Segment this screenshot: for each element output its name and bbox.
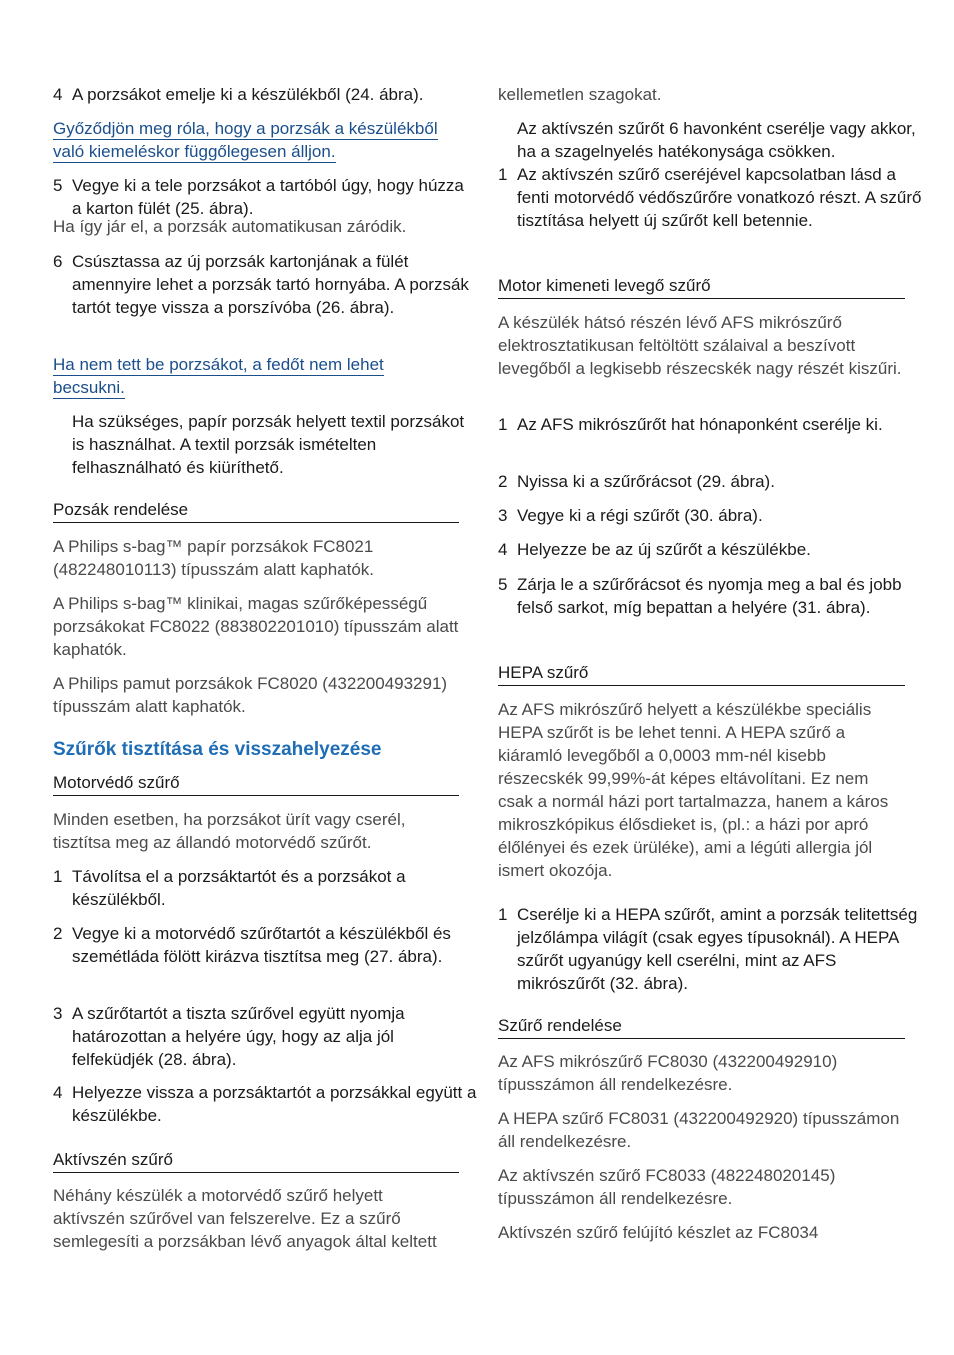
heading-exhaust-filter: Motor kimeneti levegő szűrő [498,275,905,299]
step-number: 3 [53,1004,63,1023]
hepa-intro: Az AFS mikrószűrő helyett a készülékbe speciális HEPA szűrőt is be lehet tenni. A HEPA szűrő a kiáramló levegőből a 0,0003 mm-nél kisebb részecskék 99,99%-át képes eltávolítani. Ez nem csak a normál házi port tartalmazza, hanem a káros mikroszkópikus élősdieket is, (pl.: a házi por apró élőlényei és ezek ürüléke), ami a légúti allergia jól ismert okozója. [498,700,889,880]
step-number: 5 [53,176,63,195]
step-text: A szűrőtartót a tiszta szűrővel együtt nyomja határozottan a helyére úgy, hogy az alja jól felfeküdjék (28. ábra). [72,1004,405,1069]
heading-motor-filter: Motorvédő szűrő [53,772,459,796]
exhaust-step-2 [498,470,924,493]
heading-active-carbon: Aktívszén szűrő [53,1149,459,1173]
step-text: Vegye ki a motorvédő szűrőtartót a készülékből és szemétláda fölött kirázva tisztítsa meg (27. ábra). [72,924,451,966]
exhaust-step-5 [498,573,924,619]
motor-intro: Minden esetben, ha porzsákot ürít vagy cserél, tisztítsa meg az állandó motorvédő szűrőt. [53,810,406,852]
step-number: 1 [53,867,63,886]
exhaust-step-4 [498,538,924,561]
motor-step-1 [53,865,478,911]
step-number: 1 [498,415,508,434]
tip-textile-bag: Ha szükséges, papír porzsák helyett textil porzsákot is használhat. A textil porzsák ismételten felhasználható és kiüríthető. [72,412,465,477]
step-4-remove-bag [53,83,478,106]
step-text: Vegye ki a tele porzsákot a tartóból úgy, hogy húzza a karton fülét (25. ábra). [72,176,464,218]
step-6-insert-bag [53,250,478,319]
heading-filter-order: Szűrő rendelése [498,1015,905,1039]
note-line-2: való kiemeléskor függőlegesen álljon. [53,142,336,161]
step-text: A porzsákot emelje ki a készülékből (24. ábra). [72,85,424,104]
step-number: 1 [498,165,508,184]
order-paragraph-3: A Philips pamut porzsákok FC8020 (432200493291) típusszám alatt kaphatók. [53,674,448,716]
filter-order-paragraph-3: Az aktívszén szűrő FC8033 (482248020145) típusszámon áll rendelkezésre. [498,1166,836,1208]
exhaust-step-1 [498,413,924,436]
filter-order-paragraph-1: Az AFS mikrószűrő FC8030 (432200492910) típusszámon áll rendelkezésre. [498,1052,838,1094]
heading-hepa-filter: HEPA szűrő [498,662,905,686]
step-text: Az aktívszén szűrő cseréjével kapcsolatban lásd a fenti motorvédő védőszűrőre vonatkozó részt. A szűrő tisztítása helyett új szűrőt kell betennie. [517,165,922,230]
step-5-result: Ha így jár el, a porzsák automatikusan záródik. [53,217,407,236]
step-text: Vegye ki a régi szűrőt (30. ábra). [517,506,763,525]
note-no-bag [53,353,459,399]
heading-filters: Szűrők tisztítása és visszahelyezése [53,739,382,760]
heading-bag-order: Pozsák rendelése [53,499,459,523]
step-text: Helyezze vissza a porzsáktartót a porzsákkal együtt a készülékbe. [72,1083,477,1125]
step-text: Helyezze be az új szűrőt a készülékbe. [517,540,811,559]
filter-order-paragraph-4: Aktívszén szűrő felújító készlet az FC8034 [498,1223,819,1242]
active-carbon-intro-cont: kellemetlen szagokat. [498,85,662,104]
step-number: 4 [498,540,508,559]
step-number: 1 [498,905,508,924]
step-number: 6 [53,252,63,271]
step-text: Nyissa ki a szűrőrácsot (29. ábra). [517,472,775,491]
active-carbon-intro: Néhány készülék a motorvédő szűrő helyett aktívszén szűrővel van felszerelve. Ez a szűrő semlegesíti a porzsákban lévő anyagok által keltett [53,1186,437,1251]
step-text: Zárja le a szűrőrácsot és nyomja meg a bal és jobb felső sarkot, míg bepattan a helyére (31. ábra). [517,575,902,617]
hepa-step-1 [498,903,924,995]
tip-active-carbon: Az aktívszén szűrőt 6 havonként cserélje vagy akkor, ha a szagelnyelés hatékonysága csökken. [517,119,916,161]
order-paragraph-1: A Philips s-bag™ papír porzsákok FC8021 (482248010113) típusszám alatt kaphatók. [53,537,375,579]
step-number: 5 [498,575,508,594]
step-text: Csúsztassa az új porzsák kartonjának a fülét amennyire lehet a porzsák tartó hornyába. A porzsák tartót tegye vissza a porszívóba (26. ábra). [72,252,469,317]
note-line-1: Győződjön meg róla, hogy a porzsák a készülékből [53,119,438,138]
motor-step-2 [53,922,478,968]
motor-step-4 [53,1081,478,1127]
step-5-take-out-bag [53,174,478,220]
note-vertical [53,117,459,163]
step-text: Az AFS mikrószűrőt hat hónaponként cserélje ki. [517,415,883,434]
active-step-1 [498,163,924,232]
step-number: 4 [53,1083,63,1102]
step-text: Cserélje ki a HEPA szűrőt, amint a porzsák telitettség jelzőlámpa világít (csak egyes típusoknál). A HEPA szűrőt ugyanúgy kell cserélni, mint az AFS mikrószűrőt (32. ábra). [517,905,918,993]
note-line-1: Ha nem tett be porzsákot, a fedőt nem lehet [53,355,384,374]
filter-order-paragraph-2: A HEPA szűrő FC8031 (432200492920) típusszámon áll rendelkezésre. [498,1109,900,1151]
note-line-2: becsukni. [53,378,125,397]
order-paragraph-2: A Philips s-bag™ klinikai, magas szűrőképességű porzsákokat FC8022 (883802201010) típusszám alatt kaphatók. [53,594,459,659]
step-number: 2 [53,924,63,943]
exhaust-intro: A készülék hátsó részén lévő AFS mikrószűrő elektrosztatikusan feltöltött szálaival a beszívott levegőből a legkisebb részecskék nagy részét kiszűri. [498,313,902,378]
step-number: 3 [498,506,508,525]
exhaust-step-3 [498,504,924,527]
step-number: 4 [53,85,63,104]
step-text: Távolítsa el a porzsáktartót és a porzsákot a készülékből. [72,867,406,909]
step-number: 2 [498,472,508,491]
motor-step-3 [53,1002,478,1071]
